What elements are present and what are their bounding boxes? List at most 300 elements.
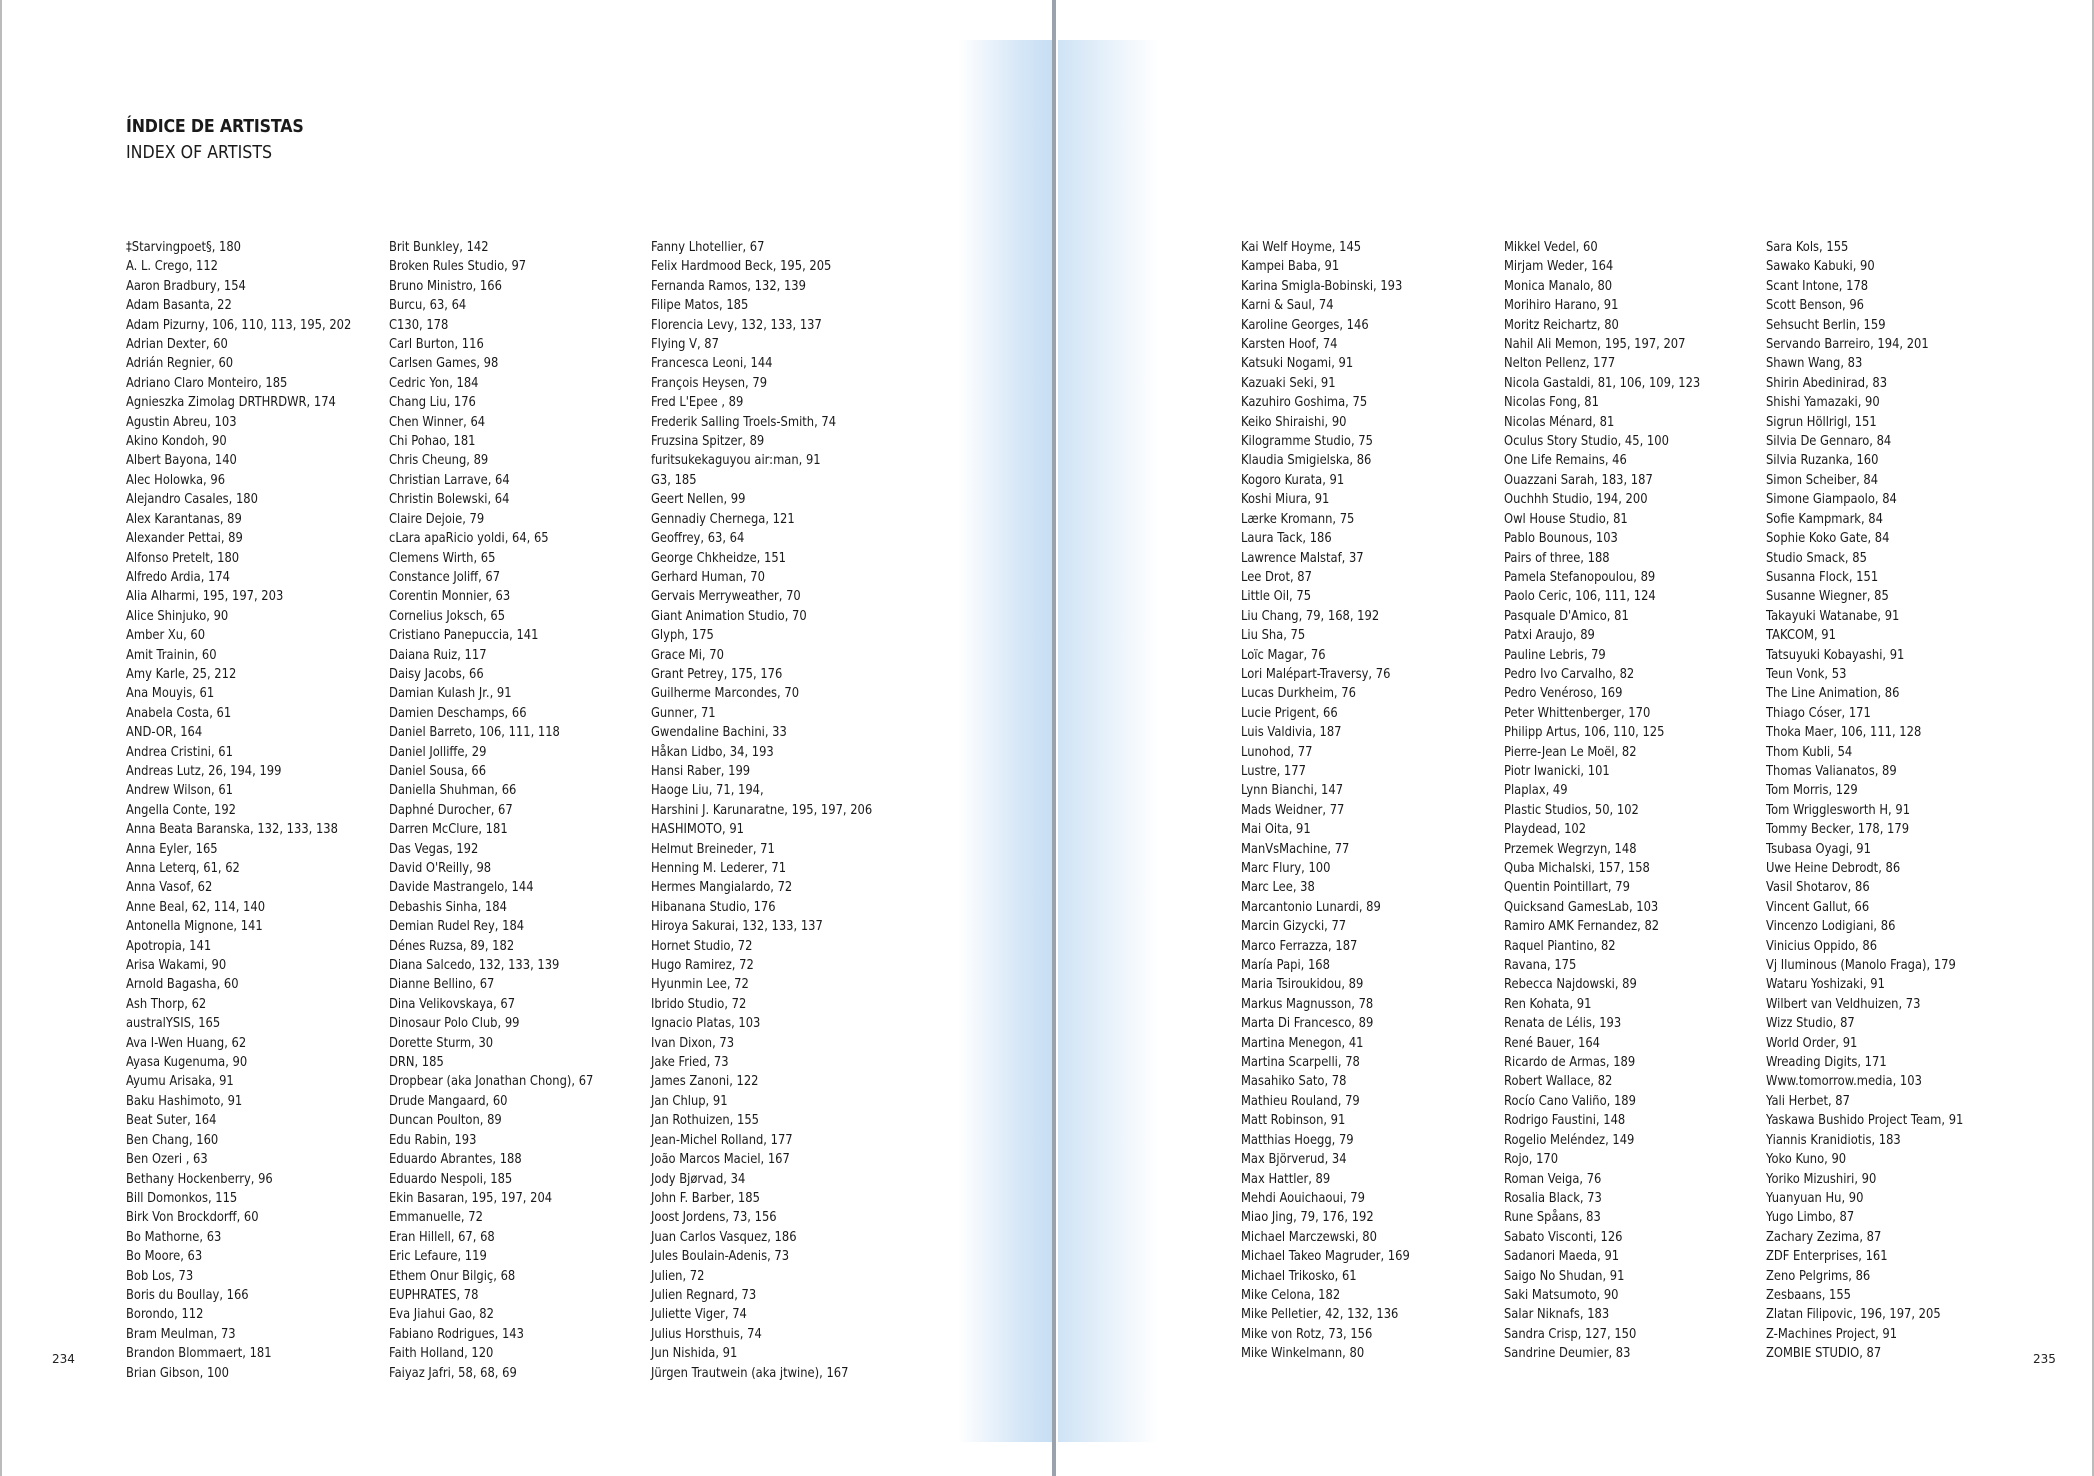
artist-entry: World Order, 91	[1766, 1035, 1858, 1051]
artist-entry: Hiroya Sakurai, 132, 133, 137	[651, 919, 823, 935]
artist-entry: Florencia Levy, 132, 133, 137	[651, 317, 822, 333]
artist-entry: Dianne Bellino, 67	[389, 977, 495, 993]
artist-entry: Vinicius Oppido, 86	[1766, 938, 1878, 954]
artist-entry: Sandrine Deumier, 83	[1504, 1346, 1631, 1362]
artist-entry: Kogoro Kurata, 91	[1241, 472, 1345, 488]
artist-entry: Christin Bolewski, 64	[389, 492, 510, 508]
artist-entry: Monica Manalo, 80	[1504, 278, 1613, 294]
artist-entry: Fabiano Rodrigues, 143	[389, 1326, 524, 1342]
artist-entry: Sigrun Höllrigl, 151	[1766, 414, 1877, 430]
artist-entry: Paolo Ceric, 106, 111, 124	[1504, 589, 1656, 605]
gutter-shadow-right	[1058, 40, 1158, 1442]
artist-entry: Mike von Rotz, 73, 156	[1241, 1326, 1373, 1342]
artist-entry: Shawn Wang, 83	[1766, 356, 1863, 372]
artist-entry: Zlatan Filipovic, 196, 197, 205	[1766, 1307, 1941, 1323]
artist-entry: Das Vegas, 192	[389, 841, 479, 857]
artist-entry: Broken Rules Studio, 97	[389, 259, 527, 275]
artist-entry: Alejandro Casales, 180	[126, 492, 258, 508]
artist-entry: Anna Leterq, 61, 62	[126, 861, 240, 876]
artist-entry: Thoka Maer, 106, 111, 128	[1766, 725, 1922, 741]
artist-entry: Piotr Iwanicki, 101	[1504, 763, 1610, 779]
artist-entry: Peter Whittenberger, 170	[1504, 705, 1651, 721]
artist-entry: Burcu, 63, 64	[389, 298, 467, 314]
artist-entry: The Line Animation, 86	[1766, 686, 1900, 702]
artist-entry: Z-Machines Project, 91	[1766, 1326, 1898, 1342]
artist-entry: Davide Mastrangelo, 144	[389, 880, 534, 896]
artist-entry: Eric Lefaure, 119	[389, 1249, 487, 1265]
artist-entry: Pasquale D'Amico, 81	[1504, 608, 1629, 624]
artist-entry: ‡Starvingpoet§, 180	[126, 240, 242, 255]
artist-entry: Rosalia Black, 73	[1504, 1190, 1602, 1206]
artist-entry: Markus Magnusson, 78	[1241, 996, 1374, 1012]
artist-entry: Cornelius Joksch, 65	[389, 608, 506, 624]
artist-entry: Scott Benson, 96	[1766, 298, 1864, 314]
artist-entry: Matthias Hoegg, 79	[1241, 1132, 1354, 1148]
artist-entry: Karni & Saul, 74	[1241, 298, 1334, 314]
artist-entry: Giant Animation Studio, 70	[651, 608, 807, 624]
artist-entry: Yuanyuan Hu, 90	[1766, 1190, 1864, 1206]
artist-entry: Hermes Mangialardo, 72	[651, 880, 793, 896]
artist-entry: Jean-Michel Rolland, 177	[651, 1132, 793, 1148]
artist-entry: Andreas Lutz, 26, 194, 199	[126, 763, 282, 779]
artist-entry: Pablo Bounous, 103	[1504, 531, 1618, 547]
artist-entry: Yali Herbet, 87	[1766, 1093, 1850, 1109]
artist-entry: Dropbear (aka Jonathan Chong), 67	[389, 1074, 594, 1090]
artist-entry: Lynn Bianchi, 147	[1241, 783, 1344, 799]
artist-entry: Constance Joliff, 67	[389, 569, 501, 585]
artist-entry: Alec Holowka, 96	[126, 472, 226, 488]
artist-entry: Vincent Gallut, 66	[1766, 899, 1870, 915]
artist-entry: Ana Mouyis, 61	[126, 686, 215, 702]
artist-entry: Daiana Ruiz, 117	[389, 647, 487, 663]
artist-entry: Jody Bjørvad, 34	[651, 1171, 746, 1187]
artist-entry: Fruzsina Spitzer, 89	[651, 434, 765, 450]
artist-entry: Fernanda Ramos, 132, 139	[651, 278, 806, 294]
artist-entry: Brit Bunkley, 142	[389, 240, 489, 255]
artist-entry: Karoline Georges, 146	[1241, 317, 1369, 333]
artist-entry: Marc Flury, 100	[1241, 861, 1331, 876]
artist-entry: Ouchhh Studio, 194, 200	[1504, 492, 1648, 508]
artist-entry: Aaron Bradbury, 154	[126, 278, 246, 294]
artist-entry: Sara Kols, 155	[1766, 240, 1849, 255]
artist-entry: Vj Iluminous (Manolo Fraga), 179	[1766, 958, 1956, 974]
artist-entry: Ben Ozeri , 63	[126, 1152, 208, 1168]
artist-entry: TAKCOM, 91	[1766, 628, 1836, 644]
artist-entry: Ricardo de Armas, 189	[1504, 1055, 1636, 1071]
artist-entry: Jan Chlup, 91	[651, 1093, 728, 1109]
artist-entry: Kampei Baba, 91	[1241, 259, 1340, 275]
artist-entry: Ouazzani Sarah, 183, 187	[1504, 472, 1653, 488]
artist-entry: Julius Horsthuis, 74	[651, 1326, 762, 1342]
artist-entry: Lærke Kromann, 75	[1241, 511, 1355, 527]
artist-entry: Frederik Salling Troels-Smith, 74	[651, 414, 837, 430]
artist-entry: Shishi Yamazaki, 90	[1766, 395, 1880, 411]
artist-entry: Jan Rothuizen, 155	[651, 1113, 759, 1129]
artist-entry: Sandra Crisp, 127, 150	[1504, 1326, 1637, 1342]
heading-english: INDEX OF ARTISTS	[126, 142, 273, 163]
artist-entry: Boris du Boullay, 166	[126, 1287, 249, 1303]
artist-entry: Kai Welf Hoyme, 145	[1241, 240, 1362, 255]
artist-entry: Takayuki Watanabe, 91	[1766, 608, 1900, 624]
artist-entry: Rebecca Najdowski, 89	[1504, 977, 1637, 993]
artist-entry: Tommy Becker, 178, 179	[1766, 822, 1910, 838]
artist-entry: Rogelio Meléndez, 149	[1504, 1132, 1635, 1148]
artist-entry: Faiyaz Jafri, 58, 68, 69	[389, 1365, 517, 1381]
artist-entry: Jürgen Trautwein (aka jtwine), 167	[651, 1365, 849, 1381]
artist-entry: Beat Suter, 164	[126, 1113, 217, 1129]
artist-entry: Diana Salcedo, 132, 133, 139	[389, 958, 560, 974]
artist-entry: Liu Sha, 75	[1241, 628, 1306, 644]
artist-entry: Yoko Kuno, 90	[1766, 1152, 1847, 1168]
artist-entry: Dina Velikovskaya, 67	[389, 996, 516, 1012]
artist-entry: Rocío Cano Valiño, 189	[1504, 1093, 1636, 1109]
artist-entry: Plaplax, 49	[1504, 783, 1568, 799]
artist-entry: Helmut Breineder, 71	[651, 841, 775, 857]
artist-entry: Robert Wallace, 82	[1504, 1074, 1613, 1090]
artist-entry: Lucie Prigent, 66	[1241, 705, 1338, 721]
artist-entry: Wataru Yoshizaki, 91	[1766, 977, 1885, 993]
artist-entry: Darren McClure, 181	[389, 822, 508, 838]
index-heading	[126, 114, 328, 166]
artist-entry: Morihiro Harano, 91	[1504, 298, 1619, 314]
artist-entry: Lee Drot, 87	[1241, 569, 1312, 585]
artist-entry: Ignacio Platas, 103	[651, 1016, 761, 1032]
artist-entry: Marta Di Francesco, 89	[1241, 1016, 1374, 1032]
artist-entry: Marcin Gizycki, 77	[1241, 919, 1347, 935]
artist-entry: Quentin Pointillart, 79	[1504, 880, 1630, 896]
artist-entry: Anne Beal, 62, 114, 140	[126, 899, 266, 915]
artist-entry: Nahil Ali Memon, 195, 197, 207	[1504, 337, 1686, 353]
artist-entry: Håkan Lidbo, 34, 193	[651, 744, 774, 760]
artist-entry: Yaskawa Bushido Project Team, 91	[1766, 1113, 1964, 1129]
artist-entry: Hyunmin Lee, 72	[651, 977, 749, 993]
artist-entry: furitsukekaguyou air:man, 91	[651, 453, 821, 469]
artist-entry: Guilherme Marcondes, 70	[651, 686, 800, 702]
artist-entry: Eva Jiahui Gao, 82	[389, 1307, 494, 1323]
artist-entry: Grace Mi, 70	[651, 647, 724, 663]
artist-entry: Joost Jordens, 73, 156	[651, 1210, 777, 1226]
artist-entry: Ava I-Wen Huang, 62	[126, 1035, 247, 1051]
artist-entry: François Heysen, 79	[651, 375, 768, 391]
artist-entry: Servando Barreiro, 194, 201	[1766, 337, 1929, 353]
artist-entry: Lucas Durkheim, 76	[1241, 686, 1356, 702]
artist-entry: Duncan Poulton, 89	[389, 1113, 502, 1129]
artist-entry: Julien, 72	[651, 1268, 705, 1284]
artist-entry: Geert Nellen, 99	[651, 492, 746, 508]
artist-entry: Amy Karle, 25, 212	[126, 666, 237, 682]
artist-entry: Hibanana Studio, 176	[651, 899, 776, 915]
artist-entry: Juliette Viger, 74	[651, 1307, 747, 1323]
artist-entry: Playdead, 102	[1504, 822, 1587, 838]
artist-entry: Jake Fried, 73	[651, 1055, 729, 1071]
artist-entry: Quba Michalski, 157, 158	[1504, 861, 1650, 876]
artist-entry: Claire Dejoie, 79	[389, 511, 485, 527]
artist-entry: Max Björverud, 34	[1241, 1152, 1347, 1168]
artist-entry: Demian Rudel Rey, 184	[389, 919, 525, 935]
artist-entry: Ayasa Kugenuma, 90	[126, 1055, 248, 1071]
artist-entry: Uwe Heine Debrodt, 86	[1766, 861, 1901, 876]
artist-entry: Yugo Limbo, 87	[1766, 1210, 1855, 1226]
artist-column-6	[1766, 238, 2036, 1364]
artist-entry: Gerhard Human, 70	[651, 569, 765, 585]
artist-entry: Birk Von Brockdorff, 60	[126, 1210, 259, 1226]
artist-entry: Mike Celona, 182	[1241, 1287, 1341, 1303]
artist-entry: Keiko Shiraishi, 90	[1241, 414, 1347, 430]
artist-entry: Www.tomorrow.media, 103	[1766, 1074, 1922, 1090]
artist-entry: Marcantonio Lunardi, 89	[1241, 899, 1381, 915]
artist-entry: A. L. Crego, 112	[126, 259, 219, 275]
artist-entry: Tatsuyuki Kobayashi, 91	[1766, 647, 1905, 663]
artist-entry: Mathieu Rouland, 79	[1241, 1093, 1360, 1109]
artist-entry: Tom Wrigglesworth H, 91	[1766, 802, 1911, 818]
artist-entry: Cedric Yon, 184	[389, 375, 479, 391]
artist-entry: ZDF Enterprises, 161	[1766, 1249, 1888, 1265]
artist-entry: Michael Trikosko, 61	[1241, 1268, 1357, 1284]
artist-entry: Ekin Basaran, 195, 197, 204	[389, 1190, 553, 1206]
artist-entry: Lunohod, 77	[1241, 744, 1313, 760]
artist-entry: Klaudia Smigielska, 86	[1241, 453, 1372, 469]
artist-entry: Sadanori Maeda, 91	[1504, 1249, 1620, 1265]
artist-entry: Christian Larrave, 64	[389, 472, 510, 488]
artist-entry: Akino Kondoh, 90	[126, 434, 227, 450]
artist-entry: Alex Karantanas, 89	[126, 511, 242, 527]
artist-entry: Mikkel Vedel, 60	[1504, 240, 1598, 255]
artist-entry: Harshini J. Karunaratne, 195, 197, 206	[651, 802, 873, 818]
artist-entry: Thom Kubli, 54	[1766, 744, 1853, 760]
artist-entry: María Papi, 168	[1241, 958, 1330, 974]
artist-entry: Faith Holland, 120	[389, 1346, 494, 1362]
artist-entry: Ravana, 175	[1504, 958, 1577, 974]
artist-entry: Carl Burton, 116	[389, 337, 484, 353]
artist-entry: Scant Intone, 178	[1766, 278, 1869, 294]
artist-entry: Alfredo Ardia, 174	[126, 569, 230, 585]
artist-entry: Simon Scheiber, 84	[1766, 472, 1879, 488]
artist-entry: Mike Pelletier, 42, 132, 136	[1241, 1307, 1399, 1323]
artist-entry: Fred L'Epee , 89	[651, 395, 744, 411]
artist-entry: Sabato Visconti, 126	[1504, 1229, 1623, 1245]
artist-entry: Pamela Stefanopoulou, 89	[1504, 569, 1656, 585]
artist-entry: Luis Valdivia, 187	[1241, 725, 1342, 741]
artist-entry: Oculus Story Studio, 45, 100	[1504, 434, 1669, 450]
artist-entry: HASHIMOTO, 91	[651, 822, 744, 838]
artist-entry: Agnieszka Zimolag DRTHRDWR, 174	[126, 395, 336, 411]
artist-entry: Karina Smigla-Bobinski, 193	[1241, 278, 1403, 294]
artist-entry: Susanna Flock, 151	[1766, 569, 1879, 585]
artist-entry: John F. Barber, 185	[651, 1190, 760, 1206]
artist-entry: Wilbert van Veldhuizen, 73	[1766, 996, 1921, 1012]
artist-entry: Julien Regnard, 73	[651, 1287, 757, 1303]
artist-entry: Eduardo Nespoli, 185	[389, 1171, 513, 1187]
artist-entry: Cristiano Panepuccia, 141	[389, 628, 539, 644]
artist-entry: Adam Basanta, 22	[126, 298, 232, 314]
artist-entry: Pairs of three, 188	[1504, 550, 1610, 566]
artist-entry: Amber Xu, 60	[126, 628, 206, 644]
artist-entry: Daphné Durocher, 67	[389, 802, 513, 818]
artist-entry: Albert Bayona, 140	[126, 453, 237, 469]
artist-entry: Rune Spåans, 83	[1504, 1210, 1601, 1226]
artist-entry: cLara apaRicio yoldi, 64, 65	[389, 531, 549, 547]
artist-entry: Ash Thorp, 62	[126, 996, 207, 1012]
artist-entry: Chang Liu, 176	[389, 395, 476, 411]
artist-entry: Mads Weidner, 77	[1241, 802, 1345, 818]
artist-entry: Corentin Monnier, 63	[389, 589, 511, 605]
artist-entry: Anna Beata Baranska, 132, 133, 138	[126, 822, 338, 838]
artist-entry: Yoriko Mizushiri, 90	[1766, 1171, 1877, 1187]
artist-entry: Silvia De Gennaro, 84	[1766, 434, 1892, 450]
artist-entry: Plastic Studios, 50, 102	[1504, 802, 1639, 818]
artist-entry: Simone Giampaolo, 84	[1766, 492, 1897, 508]
artist-entry: James Zanoni, 122	[651, 1074, 759, 1090]
artist-entry: Lawrence Malstaf, 37	[1241, 550, 1364, 566]
artist-entry: Lustre, 177	[1241, 763, 1306, 779]
artist-column-5	[1504, 238, 1774, 1364]
artist-entry: Roman Veiga, 76	[1504, 1171, 1602, 1187]
artist-entry: Filipe Matos, 185	[651, 298, 749, 314]
artist-entry: Thiago Cóser, 171	[1766, 705, 1871, 721]
artist-entry: Felix Hardmood Beck, 195, 205	[651, 259, 832, 275]
artist-entry: ZOMBIE STUDIO, 87	[1766, 1346, 1882, 1362]
artist-entry: Gwendaline Bachini, 33	[651, 725, 787, 741]
artist-entry: Sofie Kampmark, 84	[1766, 511, 1883, 527]
artist-entry: Bob Los, 73	[126, 1268, 194, 1284]
artist-entry: Haoge Liu, 71, 194,	[651, 783, 764, 799]
artist-entry: Damian Kulash Jr., 91	[389, 686, 512, 702]
artist-entry: Jules Boulain-Adenis, 73	[651, 1249, 790, 1265]
artist-entry: Anna Vasof, 62	[126, 880, 213, 896]
artist-entry: George Chkheidze, 151	[651, 550, 786, 566]
artist-entry: Rodrigo Faustini, 148	[1504, 1113, 1626, 1129]
page-number-left: 234	[52, 1352, 75, 1366]
artist-entry: Dinosaur Polo Club, 99	[389, 1016, 520, 1032]
artist-entry: Owl House Studio, 81	[1504, 511, 1628, 527]
artist-entry: Tsubasa Oyagi, 91	[1766, 841, 1871, 857]
artist-entry: Dénes Ruzsa, 89, 182	[389, 938, 515, 954]
artist-entry: Agustin Abreu, 103	[126, 414, 237, 430]
artist-entry: Zesbaans, 155	[1766, 1287, 1852, 1303]
artist-entry: Masahiko Sato, 78	[1241, 1074, 1347, 1090]
artist-entry: ManVsMachine, 77	[1241, 841, 1350, 857]
artist-entry: Sophie Koko Gate, 84	[1766, 531, 1890, 547]
artist-entry: Arnold Bagasha, 60	[126, 977, 239, 993]
artist-entry: Miao Jing, 79, 176, 192	[1241, 1210, 1374, 1226]
artist-entry: Daniella Shuhman, 66	[389, 783, 517, 799]
artist-entry: Nelton Pellenz, 177	[1504, 356, 1616, 372]
artist-entry: Renata de Lélis, 193	[1504, 1016, 1622, 1032]
artist-entry: Zeno Pelgrims, 86	[1766, 1268, 1871, 1284]
artist-entry: Little Oil, 75	[1241, 589, 1312, 605]
heading-spanish: ÍNDICE DE ARTISTAS	[126, 116, 304, 137]
artist-entry: Eran Hillell, 67, 68	[389, 1229, 495, 1245]
artist-entry: Wreading Digits, 171	[1766, 1055, 1887, 1071]
artist-entry: Anna Eyler, 165	[126, 841, 218, 857]
artist-entry: AND-OR, 164	[126, 725, 203, 741]
artist-entry: Glyph, 175	[651, 628, 714, 644]
artist-entry: Wizz Studio, 87	[1766, 1016, 1855, 1032]
artist-entry: Katsuki Nogami, 91	[1241, 356, 1354, 372]
artist-entry: Daniel Barreto, 106, 111, 118	[389, 725, 560, 741]
artist-entry: Michael Takeo Magruder, 169	[1241, 1249, 1410, 1265]
artist-entry: Bill Domonkos, 115	[126, 1190, 238, 1206]
artist-entry: Hugo Ramirez, 72	[651, 958, 754, 974]
artist-entry: Marc Lee, 38	[1241, 880, 1315, 896]
artist-entry: Kilogramme Studio, 75	[1241, 434, 1373, 450]
artist-entry: René Bauer, 164	[1504, 1035, 1600, 1051]
artist-entry: Ramiro AMK Fernandez, 82	[1504, 919, 1660, 935]
artist-entry: Adrian Dexter, 60	[126, 337, 228, 353]
artist-entry: Nicolas Fong, 81	[1504, 395, 1599, 411]
artist-entry: One Life Remains, 46	[1504, 453, 1627, 469]
artist-entry: Sehsucht Berlin, 159	[1766, 317, 1886, 333]
artist-entry: Rojo, 170	[1504, 1152, 1559, 1168]
artist-entry: Susanne Wiegner, 85	[1766, 589, 1889, 605]
artist-entry: Pauline Lebris, 79	[1504, 647, 1606, 663]
artist-entry: Karsten Hoof, 74	[1241, 337, 1338, 353]
artist-entry: Moritz Reichartz, 80	[1504, 317, 1619, 333]
artist-entry: Saigo No Shudan, 91	[1504, 1268, 1625, 1284]
artist-entry: Tom Morris, 129	[1766, 783, 1858, 799]
artist-entry: Koshi Miura, 91	[1241, 492, 1330, 508]
artist-entry: Adrián Regnier, 60	[126, 356, 234, 372]
artist-entry: Bruno Ministro, 166	[389, 278, 502, 294]
artist-entry: Quicksand GamesLab, 103	[1504, 899, 1659, 915]
artist-entry: Liu Chang, 79, 168, 192	[1241, 608, 1380, 624]
artist-entry: Max Hattler, 89	[1241, 1171, 1331, 1187]
artist-entry: Andrea Cristini, 61	[126, 744, 233, 760]
artist-entry: Brandon Blommaert, 181	[126, 1346, 272, 1362]
artist-entry: Pedro Venéroso, 169	[1504, 686, 1623, 702]
artist-entry: Matt Robinson, 91	[1241, 1113, 1346, 1129]
artist-entry: Mehdi Aouichaoui, 79	[1241, 1190, 1365, 1206]
artist-entry: Pedro Ivo Carvalho, 82	[1504, 666, 1635, 682]
artist-entry: Amit Trainin, 60	[126, 647, 217, 663]
artist-entry: Grant Petrey, 175, 176	[651, 666, 783, 682]
artist-entry: Thomas Valianatos, 89	[1766, 763, 1897, 779]
artist-entry: Raquel Piantino, 82	[1504, 938, 1616, 954]
artist-entry: Ethem Onur Bilgiç, 68	[389, 1268, 516, 1284]
artist-entry: Ivan Dixon, 73	[651, 1035, 735, 1051]
artist-entry: EUPHRATES, 78	[389, 1287, 479, 1303]
artist-entry: Alia Alharmi, 195, 197, 203	[126, 589, 284, 605]
artist-entry: Yiannis Kranidiotis, 183	[1766, 1132, 1901, 1148]
artist-entry: Bo Moore, 63	[126, 1249, 203, 1265]
artist-entry: Fanny Lhotellier, 67	[651, 240, 765, 255]
artist-entry: Kazuhiro Goshima, 75	[1241, 395, 1368, 411]
artist-entry: Ben Chang, 160	[126, 1132, 219, 1148]
artist-entry: Pierre-Jean Le Moël, 82	[1504, 744, 1637, 760]
artist-entry: Silvia Ruzanka, 160	[1766, 453, 1879, 469]
artist-entry: Bo Mathorne, 63	[126, 1229, 222, 1245]
artist-entry: Zachary Zezima, 87	[1766, 1229, 1882, 1245]
artist-entry: Bethany Hockenberry, 96	[126, 1171, 273, 1187]
artist-entry: Mirjam Weder, 164	[1504, 259, 1614, 275]
artist-entry: DRN, 185	[389, 1055, 444, 1071]
artist-entry: João Marcos Maciel, 167	[651, 1152, 790, 1168]
page-number-right: 235	[2033, 1352, 2056, 1366]
artist-entry: Ren Kohata, 91	[1504, 996, 1592, 1012]
artist-entry: Baku Hashimoto, 91	[126, 1093, 243, 1109]
artist-entry: Daniel Jolliffe, 29	[389, 744, 487, 760]
artist-entry: Borondo, 112	[126, 1307, 204, 1323]
artist-entry: Gunner, 71	[651, 705, 716, 721]
artist-entry: Jun Nishida, 91	[651, 1346, 738, 1362]
artist-entry: Philipp Artus, 106, 110, 125	[1504, 725, 1665, 741]
artist-entry: Edu Rabin, 193	[389, 1132, 477, 1148]
artist-column-4	[1241, 238, 1511, 1364]
artist-entry: Arisa Wakami, 90	[126, 958, 227, 974]
artist-entry: Eduardo Abrantes, 188	[389, 1152, 522, 1168]
artist-entry: Clemens Wirth, 65	[389, 550, 496, 566]
artist-entry: Teun Vonk, 53	[1766, 666, 1847, 682]
